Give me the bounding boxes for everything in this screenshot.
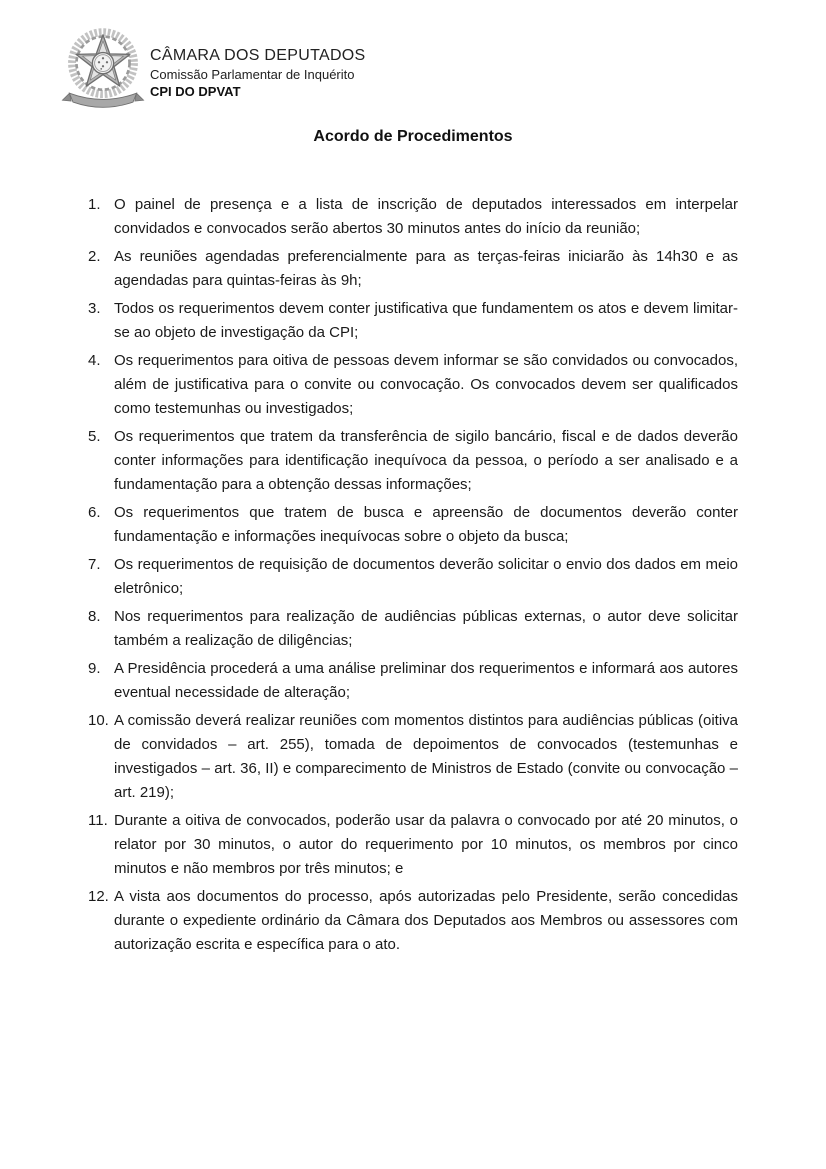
document-title: Acordo de Procedimentos xyxy=(313,128,513,145)
item-text: Nos requerimentos para realização de audiências públicas externas, o autor deve solicitar também a realização de diligências; xyxy=(114,608,738,649)
item-text: Durante a oitiva de convocados, poderão usar da palavra o convocado por até 20 minutos, o relator por 30 minutos, o autor do requerimento por 10 minutos, os membros por cinco minutos e não membros por três minutos; e xyxy=(114,812,738,877)
item-number: 11. xyxy=(88,812,108,829)
item-number: 3. xyxy=(88,300,101,317)
item-number: 9. xyxy=(88,660,101,677)
list-item xyxy=(88,501,738,549)
item-text: Os requerimentos que tratem da transferência de sigilo bancário, fiscal e de dados deverão conter informações para identificação inequívoca da pessoa, o período a ser analisado e a fundamentação para a obtenção dessas informações; xyxy=(114,428,738,493)
list-item xyxy=(88,709,738,805)
item-text: As reuniões agendadas preferencialmente para as terças-feiras iniciarão às 14h30 e as agendadas para quintas-feiras às 9h; xyxy=(114,248,738,289)
cpi-name: CPI DO DPVAT xyxy=(150,84,241,99)
item-number: 8. xyxy=(88,608,101,625)
commission-name: Comissão Parlamentar de Inquérito xyxy=(150,67,355,82)
list-item xyxy=(88,245,738,293)
item-text: A comissão deverá realizar reuniões com momentos distintos para audiências públicas (oitiva de convidados – art. 255), tomada de depoimentos de convocados (testemunhas e investigados – art. 36, II) e comparecimento de Ministros de Estado (convite ou convocação – art. 219); xyxy=(114,712,738,801)
organization-name: CÂMARA DOS DEPUTADOS xyxy=(150,47,366,64)
item-text: Todos os requerimentos devem conter justificativa que fundamentem os atos e devem limitar-se ao objeto de investigação da CPI; xyxy=(114,300,738,341)
item-number: 10. xyxy=(88,712,109,729)
item-number: 1. xyxy=(88,196,101,213)
item-text: A vista aos documentos do processo, após autorizadas pelo Presidente, serão concedidas durante o expediente ordinário da Câmara dos Deputados aos Membros ou assessores com autorização escrita e específica para o ato. xyxy=(114,888,738,953)
list-item xyxy=(88,605,738,653)
procedures-list xyxy=(88,193,738,961)
item-number: 2. xyxy=(88,248,101,265)
item-number: 4. xyxy=(88,352,101,369)
list-item xyxy=(88,553,738,601)
item-number: 5. xyxy=(88,428,101,445)
item-text: Os requerimentos de requisição de documentos deverão solicitar o envio dos dados em meio eletrônico; xyxy=(114,556,738,597)
list-item xyxy=(88,193,738,241)
list-item xyxy=(88,657,738,705)
list-item xyxy=(88,885,738,957)
brazil-coat-of-arms-icon xyxy=(58,26,148,110)
item-text: O painel de presença e a lista de inscrição de deputados interessados em interpelar convidados e convocados serão abertos 30 minutos antes do início da reunião; xyxy=(114,196,738,237)
item-number: 6. xyxy=(88,504,101,521)
list-item xyxy=(88,425,738,497)
item-text: Os requerimentos que tratem de busca e apreensão de documentos deverão conter fundamentação e informações inequívocas sobre o objeto da busca; xyxy=(114,504,738,545)
header-text-block xyxy=(150,26,366,100)
item-number: 12. xyxy=(88,888,109,905)
item-text: A Presidência procederá a uma análise preliminar dos requerimentos e informará aos autores eventual necessidade de alteração; xyxy=(114,660,738,701)
item-number: 7. xyxy=(88,556,101,573)
item-text: Os requerimentos para oitiva de pessoas devem informar se são convidados ou convocados, além de justificativa para o convite ou convocação. Os convocados devem ser qualificados como testemunhas ou investigados; xyxy=(114,352,738,417)
list-item xyxy=(88,349,738,421)
document-header xyxy=(58,26,366,110)
list-item xyxy=(88,809,738,881)
list-item xyxy=(88,297,738,345)
